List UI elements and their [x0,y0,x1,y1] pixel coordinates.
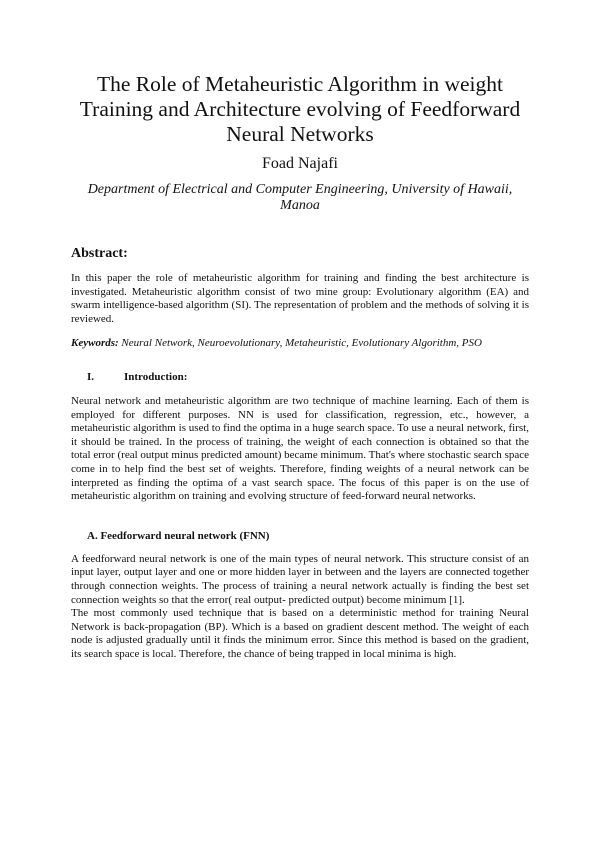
author-affiliation: Department of Electrical and Computer Engineering, University of Hawaii, Manoa [87,182,513,213]
abstract-heading: Abstract: [71,246,128,261]
section-heading-introduction [71,371,529,383]
fnn-paragraph-2: The most commonly used technique that is based on a deterministic method for training Neural Network is back-propagation (BP). Which is a based on gradient descent method. The weight of each node is adjusted gradually until it finds the minimum error. Since this method is based on the gradient, its search space is local. Therefore, the chance of being trapped in local minima is high. [71,607,529,660]
keywords [71,337,529,351]
subsection-heading-fnn: A. Feedforward neural network (FNN) [87,529,270,542]
section-number: I. [87,370,95,383]
fnn-paragraph-1: A feedforward neural network is one of the main types of neural network. This structure consist of an input layer, output layer and one or more hidden layer in between and the layers are connected together through connection weights. The process of training a neural network actually is finding the best set connection weights so that the error( real output- predicted output) become minimum [1]. [71,552,529,606]
keywords-label: Keywords: [71,337,119,350]
section-title: Introduction: [124,370,188,383]
paper-page [0,72,600,848]
author-name: Foad Najafi [262,155,338,172]
introduction-text: Neural network and metaheuristic algorithm are two technique of machine learning. Each of them is employed for different purposes. NN is used for classification, regression, etc., however, a metaheuristic algorithm is used to find the optima in a huge search space. To use a neural network, first, it should be trained. In the process of training, the weight of each connection is obtained so that the total error (real output minus predicted amount) became minimum. That's where stochastic search space come in to help find the best set of weights. Therefore, finding weights of a neural network can be interpreted as finding the optima of a vast search space. The focus of this paper is on the use of metaheuristic algorithm on training and evolving structure of feed-forward neural networks. [71,394,529,503]
keywords-text: Neural Network, Neuroevolutionary, Metaheuristic, Evolutionary Algorithm, PSO [118,337,482,350]
paper-title: The Role of Metaheuristic Algorithm in weight Training and Architecture evolving of Feedforward Neural Networks [79,72,521,146]
abstract-text: In this paper the role of metaheuristic algorithm for training and finding the best architecture is investigated. Metaheuristic algorithm consist of two mine group: Evolutionary algorithm (EA) and swarm intelligence-based algorithm (SI). The representation of problem and the methods of solving it is reviewed. [71,272,529,325]
